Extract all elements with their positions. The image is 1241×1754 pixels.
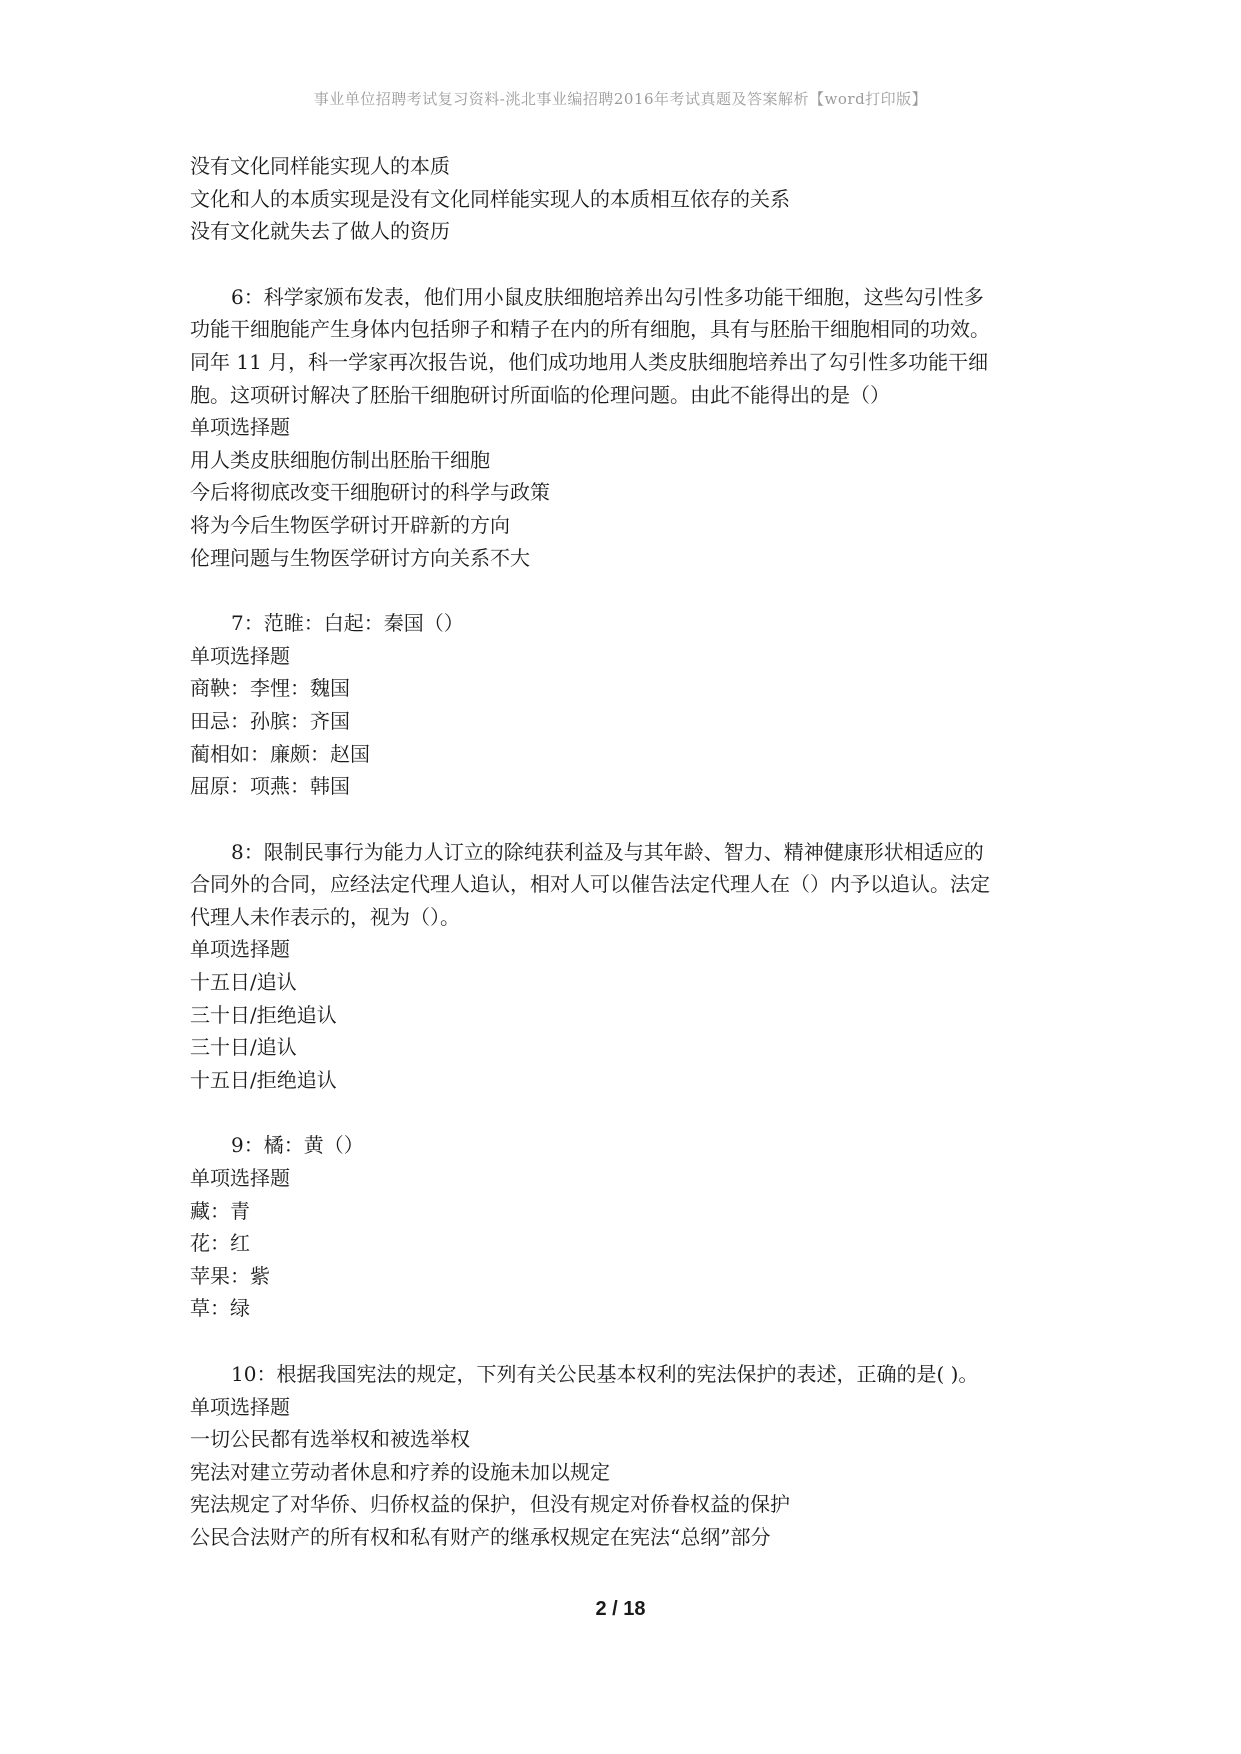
- option-line: 公民合法财产的所有权和私有财产的继承权规定在宪法“总纲”部分: [190, 1524, 771, 1549]
- question-block-6: [190, 281, 1070, 574]
- spacer: [190, 574, 1070, 607]
- question-stem: 8：限制民事行为能力人订立的除纯获利益及与其年龄、智力、精神健康形状相适应的: [231, 839, 984, 864]
- carryover-options: [190, 150, 1070, 248]
- question-block-8: [190, 836, 1070, 1097]
- question-type: 单项选择题: [190, 643, 290, 668]
- question-type: 单项选择题: [190, 415, 290, 440]
- page-number: 2 / 18: [595, 1598, 646, 1620]
- question-stem: 同年 11 月，科一学家再次报告说，他们成功地用人类皮肤细胞培养出了勾引性多功能干细: [190, 349, 989, 374]
- option-line: 三十日/追认: [190, 1035, 297, 1060]
- question-stem: 7：范睢：白起：秦国（）: [231, 611, 464, 636]
- document-body: [190, 150, 1070, 1554]
- option-line: 苹果：紫: [190, 1263, 270, 1288]
- question-block-9: [190, 1129, 1070, 1325]
- question-type: 单项选择题: [190, 1394, 290, 1419]
- option-line: 宪法对建立劳动者休息和疗养的设施未加以规定: [190, 1459, 610, 1484]
- option-line: 没有文化就失去了做人的资历: [190, 219, 450, 244]
- option-line: 屈原：项燕：韩国: [190, 774, 350, 799]
- question-block-7: [190, 607, 1070, 803]
- page-header: 事业单位招聘考试复习资料-洮北事业编招聘2016年考试真题及答案解析【word打印版】: [313, 90, 928, 108]
- option-line: 将为今后生物医学研讨开辟新的方向: [190, 512, 510, 537]
- option-line: 文化和人的本质实现是没有文化同样能实现人的本质相互依存的关系: [190, 186, 790, 211]
- question-type: 单项选择题: [190, 937, 290, 962]
- question-stem: 6：科学家颁布发表，他们用小鼠皮肤细胞培养出勾引性多功能干细胞，这些勾引性多: [231, 284, 984, 309]
- spacer: [190, 1096, 1070, 1129]
- question-stem: 9：橘：黄（）: [231, 1133, 364, 1158]
- question-stem: 代理人未作表示的，视为（）。: [190, 904, 460, 929]
- option-line: 草：绿: [190, 1296, 250, 1321]
- option-line: 没有文化同样能实现人的本质: [190, 154, 450, 178]
- option-line: 用人类皮肤细胞仿制出胚胎干细胞: [190, 447, 490, 472]
- option-line: 十五日/拒绝追认: [190, 1067, 337, 1092]
- question-block-10: [190, 1358, 1070, 1554]
- option-line: 十五日/追认: [190, 970, 297, 995]
- spacer: [190, 803, 1070, 836]
- option-line: 宪法规定了对华侨、归侨权益的保护，但没有规定对侨眷权益的保护: [190, 1492, 790, 1517]
- option-line: 三十日/拒绝追认: [190, 1002, 337, 1027]
- option-line: 花：红: [190, 1231, 250, 1256]
- question-stem: 功能干细胞能产生身体内包括卵子和精子在内的所有细胞，具有与胚胎干细胞相同的功效。: [190, 317, 990, 342]
- spacer: [190, 1325, 1070, 1358]
- question-stem: 胞。这项研讨解决了胚胎干细胞研讨所面临的伦理问题。由此不能得出的是（）: [190, 382, 890, 407]
- spacer: [190, 248, 1070, 281]
- option-line: 蔺相如：廉颇：赵国: [190, 741, 370, 766]
- option-line: 伦理问题与生物医学研讨方向关系不大: [190, 545, 530, 570]
- question-stem: 合同外的合同，应经法定代理人追认，相对人可以催告法定代理人在（）内予以追认。法定: [190, 872, 990, 897]
- option-line: 一切公民都有选举权和被选举权: [190, 1427, 470, 1452]
- option-line: 今后将彻底改变干细胞研讨的科学与政策: [190, 480, 550, 505]
- question-stem: 10：根据我国宪法的规定，下列有关公民基本权利的宪法保护的表述，正确的是( )。: [231, 1362, 979, 1386]
- option-line: 藏：青: [190, 1198, 250, 1223]
- question-type: 单项选择题: [190, 1166, 290, 1191]
- option-line: 商鞅：李悝：魏国: [190, 676, 350, 701]
- option-line: 田忌：孙膑：齐国: [190, 708, 350, 733]
